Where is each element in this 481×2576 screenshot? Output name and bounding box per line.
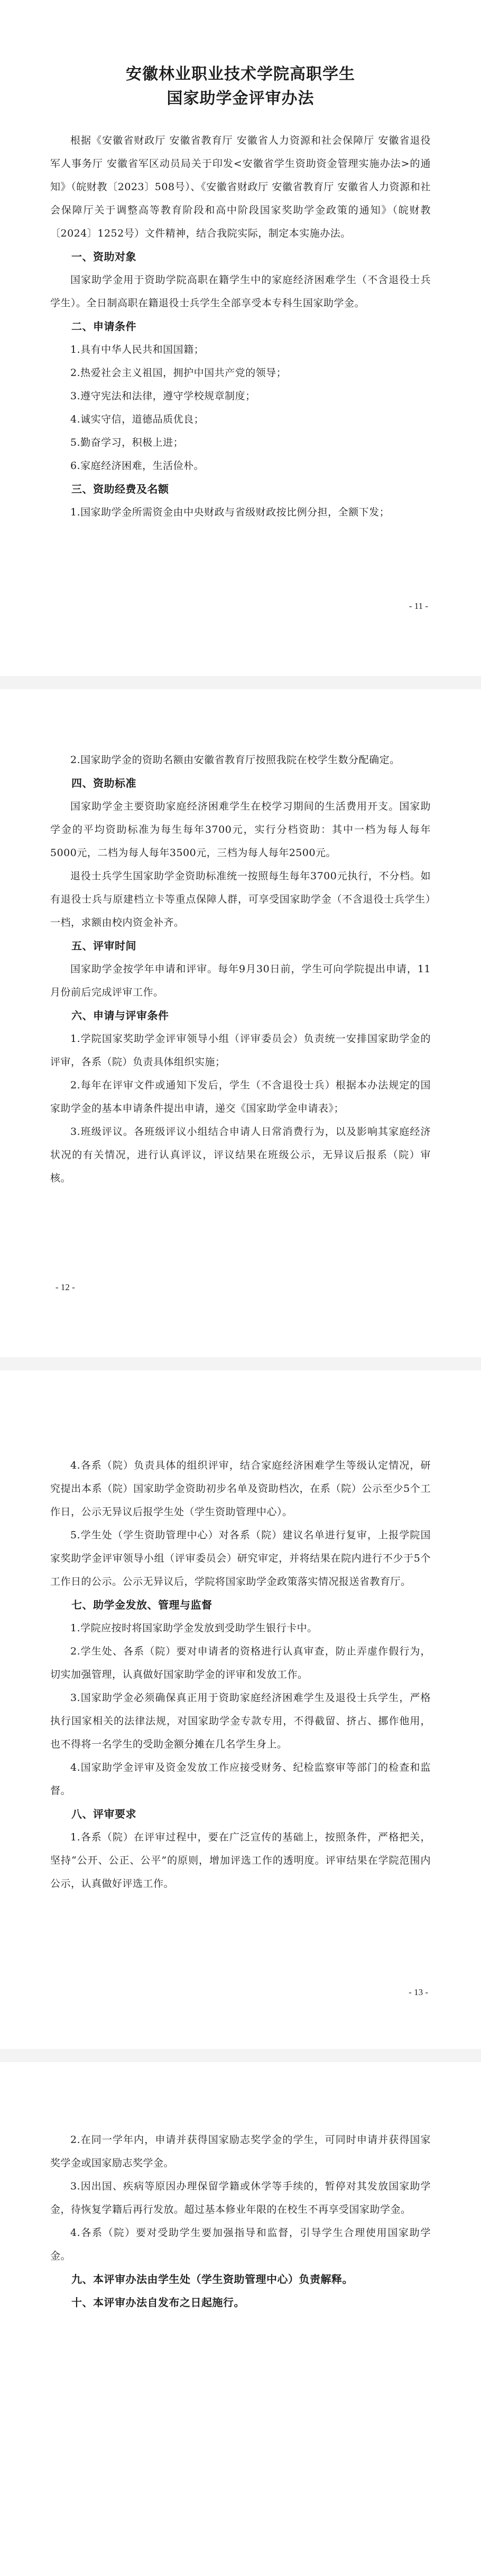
paragraph: 2.国家助学金的资助名额由安徽省教育厅按照我院在校学生数分配确定。 — [70, 754, 400, 766]
paragraph: 3.因出国、疾病等原因办理保留学籍或休学等手续的，暂停对其发放国家助学金，待恢复学籍后再行发放。超过基本修业年限的在校生不再享受国家助学金。 — [50, 2180, 431, 2215]
paragraph: 国家助学金用于资助学院高职在籍学生中的家庭经济困难学生（不含退役士兵学生）。全日制高职在籍退役士兵学生全部享受本专科生国家助学金。 — [50, 274, 431, 309]
page-content — [50, 689, 431, 1190]
paragraph: 国家助学金按学年申请和评审。每年9月30日前，学生可向学院提出申请，11月份前后完成评审工作。 — [50, 963, 431, 998]
paragraph: 5.学生处（学生资助管理中心）对各系（院）建议名单进行复审，上报学院国家奖助学金评审领导小组（评审委员会）研究审定，并将结果在院内进行不少于5个工作日的公示。公示无异议后，学院将国家助学金政策落实情况报送省教育厅。 — [50, 1529, 431, 1587]
section-heading: 六、申请与评审条件 — [71, 1009, 169, 1022]
paragraph: 国家助学金主要资助家庭经济困难学生在校学习期间的生活费用开支。国家助学金的平均资助标准为每生每年3700元，实行分档资助：其中一档为每人每年5000元，二档为每人每年3500元，三档为每人每年2500元。 — [50, 801, 431, 859]
section-heading: 十、本评审办法自发布之日起施行。 — [71, 2296, 245, 2309]
page-content — [50, 1370, 431, 1895]
paragraph: 6.家庭经济困难，生活俭朴。 — [70, 460, 205, 472]
document-page-2 — [0, 689, 481, 1357]
paragraph: 根据《安徽省财政厅 安徽省教育厅 安徽省人力资源和社会保障厅 安徽省退役军人事务厅 安徽省军区动员局关于印发<安徽省学生资助资金管理实施办法>的通知》（皖财教〔2023〕508号）、《安徽省财政厅 安徽省教育厅 安徽省人力资源和社会保障厅关于调整高等教育阶段和高中阶段国家奖助学金政策的通知》（皖财教〔2024〕1252号）文件精神，结合我院实际，制定本实施办法。 — [50, 135, 431, 239]
paragraph: 退役士兵学生国家助学金资助标准统一按照每生每年3700元执行，不分档。如有退役士兵与原建档立卡等重点保障人群，可享受国家助学金（不含退役士兵学生）一档，求额由校内资金补齐。 — [50, 870, 431, 928]
document-page-4 — [0, 2062, 481, 2576]
paragraph: 3.国家助学金必须确保真正用于资助家庭经济困难学生及退役士兵学生，严格执行国家相关的法律法规，对国家助学金专款专用，不得截留、挤占、挪作他用，也不得将一名学生的受助金额分摊在几名学生身上。 — [50, 1692, 431, 1750]
section-heading: 八、评审要求 — [71, 1808, 136, 1820]
section-heading: 七、助学金发放、管理与监督 — [71, 1599, 212, 1611]
paragraph-list — [50, 748, 431, 1190]
paragraph: 5.勤奋学习，积极上进； — [70, 437, 184, 448]
paragraph: 1.学院应按时将国家助学金发放到受助学生银行卡中。 — [70, 1622, 318, 1634]
paragraph: 3.遵守宪法和法律，遵守学校规章制度； — [70, 390, 256, 402]
section-heading: 四、资助标准 — [71, 777, 136, 789]
paragraph: 1.学院国家奖助学金评审领导小组（评审委员会）负责统一安排国家助学金的评审，各系（院）负责具体组织实施； — [50, 1033, 431, 1068]
title-line-1: 安徽林业职业技术学院高职学生 — [126, 65, 355, 83]
paragraph: 2.学生处、各系（院）要对申请者的资格进行认真审查，防止弄虚作假行为，切实加强管理，认真做好国家助学金的评审和发放工作。 — [50, 1646, 431, 1680]
paragraph: 4.国家助学金评审及资金发放工作应接受财务、纪检监察审等部门的检查和监督。 — [50, 1762, 431, 1797]
paragraph: 4.各系（院）负责具体的组织评审，结合家庭经济困难学生等级认定情况，研究提出本系（院）国家助学金资助初步名单及资助档次，在系（院）公示至少5个工作日，公示无异议后报学生处（学生资助管理中心）。 — [50, 1460, 431, 1518]
paragraph: 2.在同一学年内，申请并获得国家励志奖学金的学生，可同时申请并获得国家奖学金或国家励志奖学金。 — [50, 2134, 431, 2169]
page-number: - 13 - — [409, 1987, 428, 1997]
paragraph: 3.班级评议。各班级评议小组结合申请人日常消费行为，以及影响其家庭经济状况的有关情况，进行认真评议，评议结果在班级公示，无异议后报系（院）审核。 — [50, 1126, 431, 1184]
section-heading: 九、本评审办法由学生处（学生资助管理中心）负责解释。 — [71, 2273, 353, 2286]
paragraph: 1.国家助学金所需资金由中央财政与省级财政按比例分担，全额下发； — [70, 506, 390, 518]
page-content — [50, 0, 431, 524]
paragraph: 1.具有中华人民共和国国籍； — [70, 344, 205, 355]
paragraph-list — [50, 2128, 431, 2314]
document-page-1 — [0, 0, 481, 676]
paragraph: 2.每年在评审文件或通知下发后，学生（不含退役士兵）根据本办法规定的国家助学金的基本申请条件提出申请，递交《国家助学金申请表》； — [50, 1079, 431, 1114]
title-line-2: 国家助学金评审办法 — [166, 89, 314, 108]
section-heading: 三、资助经费及名额 — [71, 483, 169, 495]
document-title — [50, 62, 431, 111]
section-heading: 五、评审时间 — [71, 939, 136, 952]
paragraph: 4.诚实守信，道德品质优良； — [70, 413, 205, 425]
section-heading: 一、资助对象 — [71, 250, 136, 263]
page-number: - 12 - — [56, 1282, 75, 1292]
document-page-3 — [0, 1370, 481, 2049]
paragraph-list — [50, 129, 431, 524]
page-content — [50, 2062, 431, 2314]
paragraph: 1.各系（院）在评审过程中，要在广泛宣传的基础上，按照条件，严格把关，坚持“公开、公正、公平”的原则，增加评选工作的透明度。评审结果在学院范围内公示，认真做好评选工作。 — [50, 1831, 431, 1889]
page-number: - 11 - — [409, 601, 428, 611]
paragraph: 2.热爱社会主义祖国，拥护中国共产党的领导； — [70, 367, 287, 379]
paragraph: 4.各系（院）要对受助学生要加强指导和监督，引导学生合理使用国家助学金。 — [50, 2227, 431, 2262]
section-heading: 二、申请条件 — [71, 320, 136, 333]
paragraph-list — [50, 1454, 431, 1895]
